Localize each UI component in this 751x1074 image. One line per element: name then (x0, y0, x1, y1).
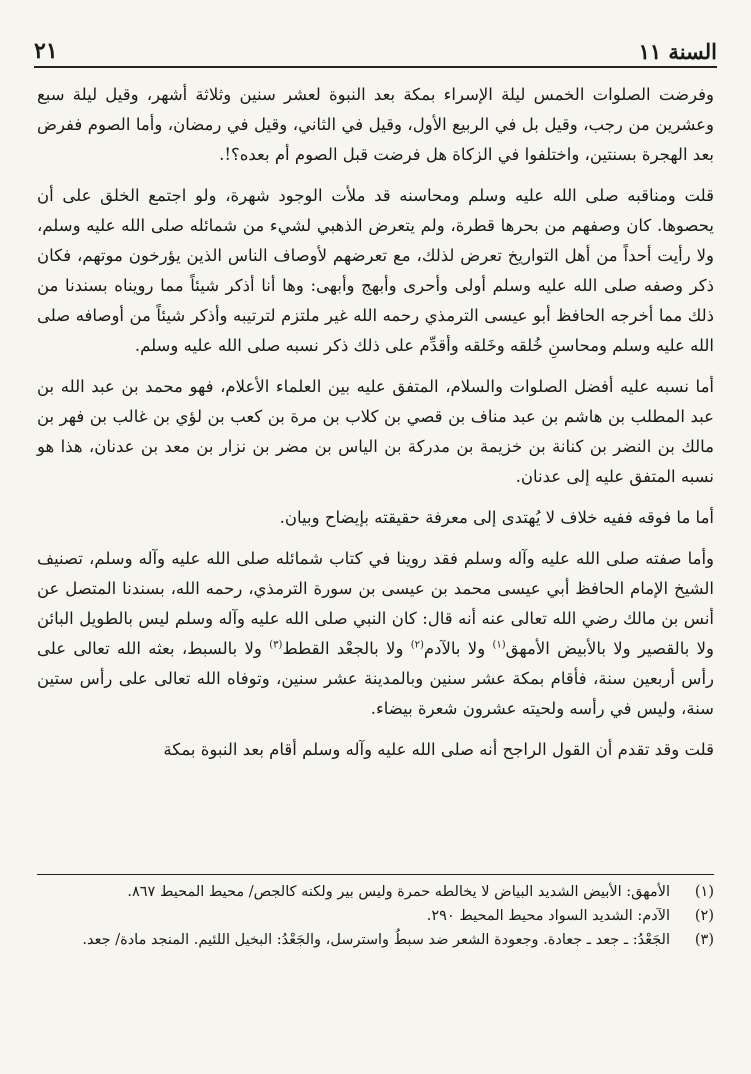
paragraph (37, 80, 714, 170)
running-title: السنة ١١ (638, 39, 717, 64)
paragraph-text: ولا بالسبط، بعثه الله تعالى على رأس أربعين سنة، فأقام بمكة عشر سنين وبالمدينة عشر سنين، وتوفاه الله تعالى على رأس ستين سنة، وليس في رأسه ولحيته عشرون شعرة بيضاء. (37, 639, 714, 718)
paragraph-text: قلت ومناقبه صلى الله عليه وسلم ومحاسنه قد ملأت الوجود شهرة، ولو اجتمع الخلق على أن يحصوها. كان وصفهم من بحرها قطرة، ولم يتعرض الذهبي لشيء من شمائله صلى الله عليه وسلم، ولا رأيت أحداً من أهل التواريخ تعرض لذلك، مع تعرضهم لأوصاف الناس الذين يؤرخون موتهم، فكان ذكر وصفه صلى الله عليه وسلم أولى وأحرى وأبهج وأبهى: وها أنا أذكر شيئاً مما رويناه بسندنا من ذلك مما أخرجه الحافظ أبو عيسى الترمذي رحمه الله غير ملتزم لترتيبه وأذكر شيئاً من أوصافه صلى الله عليه وسلم ومحاسنِ خُلقه وخَلقه وأقدِّم على ذلك ذكر نسبه صلى الله عليه وسلم. (37, 186, 714, 355)
footnote-ref: (١) (492, 639, 506, 651)
paragraph-text: أما ما فوقه ففيه خلاف لا يُهتدى إلى معرفة حقيقته بإيضاح وبيان. (279, 508, 714, 527)
footnote-number: (٢) (694, 908, 714, 924)
footnote-divider (37, 874, 714, 875)
page-header (34, 30, 717, 64)
header-divider (34, 66, 717, 68)
paragraph-text: أما نسبه عليه أفضل الصلوات والسلام، المتفق عليه بين العلماء الأعلام، فهو محمد بن عبد الله بن عبد المطلب بن هاشم بن عبد مناف بن قصي بن كلاب بن مرة بن كعب بن لؤي بن غالب بن فهر بن مالك بن النضر بن كنانة بن خزيمة بن مدركة بن الياس بن مضر بن نزار بن معد بن عدنان، هذا هو نسبه المتفق عليه إلى عدنان. (37, 377, 714, 486)
footnote-text: الأمهق: الأبيض الشديد البياض لا يخالطه حمرة وليس بير ولكنه كالجص/ محيط المحيط ٨٦٧. (127, 884, 670, 900)
footnote (37, 880, 714, 904)
main-text (37, 80, 714, 776)
footnote-ref: (٢) (410, 639, 424, 651)
paragraph-text: ولا بالجعْد القطط (282, 639, 411, 658)
footnote-number: (١) (694, 884, 714, 900)
paragraph (37, 503, 714, 533)
paragraph-text: وأما صفته صلى الله عليه وآله وسلم فقد روينا في كتاب شمائله صلى الله عليه وآله وسلم، تصنيف الشيخ الإمام الحافظ أبي عيسى محمد بن عيسى بن سورة الترمذي، رحمه الله، بسندنا المتصل عن أنس بن مالك رضي الله تعالى عنه أنه قال: كان النبي صلى الله عليه وآله وسلم ليس بالطويل البائن ولا بالقصير ولا بالأبيض الأمهق (37, 549, 715, 658)
paragraph (37, 372, 714, 492)
paragraph-text: وفرضت الصلوات الخمس ليلة الإسراء بمكة بعد النبوة لعشر سنين وثلاثة أشهر، وقيل ليلة سبع وعشرين من رجب، وقيل بل في الربيع الأول، وقيل في الثاني، وقيل في رمضان، وأما الصوم ففرض بعد الهجرة بسنتين، واختلفوا في الزكاة هل فرضت قبل الصوم أم بعده؟!. (37, 85, 714, 164)
paragraph (37, 735, 714, 765)
footnote (37, 904, 714, 928)
footnote-ref: (٣) (269, 639, 283, 651)
paragraph (37, 181, 714, 361)
footnote (37, 928, 714, 952)
footnote-number: (٣) (694, 932, 714, 948)
footnote-text: الآدم: الشديد السواد محيط المحيط ٢٩٠. (426, 908, 670, 924)
footnotes (37, 880, 714, 952)
page-number: ٢١ (34, 38, 58, 64)
paragraph-text: ولا بالآدم (423, 639, 493, 658)
paragraph (37, 544, 714, 724)
footnote-text: الجَعْدُ: ـ جعد ـ جعادة. وجعودة الشعر ضد سبطُ واسترسل، والجَعْدُ: البخيل اللئيم. المنجد مادة/ جعد. (82, 932, 670, 948)
paragraph-text: قلت وقد تقدم أن القول الراجح أنه صلى الله عليه وآله وسلم أقام بعد النبوة بمكة (163, 740, 714, 759)
